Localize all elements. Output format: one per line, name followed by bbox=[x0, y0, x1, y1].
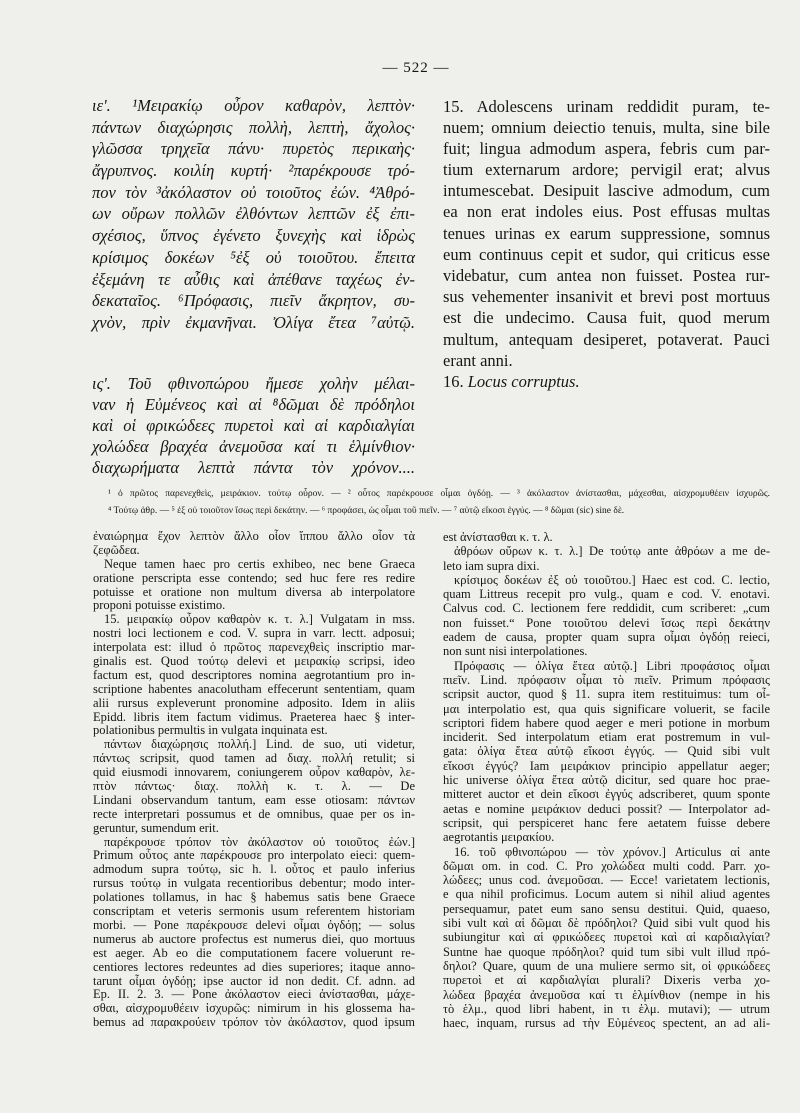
commentary-line: κρίσιμος δοκέων ἐξ οὐ τοιοῦτου.] Haec est cod. C. lectio, bbox=[454, 572, 770, 587]
commentary-line: geruntur, sumendum erit. bbox=[93, 820, 219, 835]
latin-text-line: sus vehementer insanivit et brevi post mortuus bbox=[443, 287, 770, 307]
commentary-paragraph bbox=[93, 558, 415, 614]
commentary-line: τὸ ἑλμ., quod libri habent, in τι ἑλμ. mutavi); — utrum bbox=[443, 1001, 770, 1016]
latin-text-line: tenues urinas ex earum suppressione, somnus bbox=[443, 223, 770, 243]
latin-text-line: intumescebat. Desipuit lascive admodum, cum bbox=[443, 181, 770, 201]
commentary-line: scripsit auctor, quod § 11. supra item restituimus: tum οἶ- bbox=[443, 687, 770, 702]
greek-text-line: γλῶσσα τρηχεῖα πάνυ· πυρετὸς περικαὴς· bbox=[92, 139, 415, 159]
latin-section-note: Locus corruptus. bbox=[467, 371, 580, 391]
commentary-line: πιεῖν. Lind. πρόφασιν οἶμαι τὸ πιεῖν. Primum πρόφασις bbox=[443, 672, 770, 687]
latin-text-line: est die undecimo. Causa fuit, quod merum bbox=[443, 308, 770, 328]
commentary-line: mitteret auctor et dein εἴκοσι ἐγγύς adscriberet, quum sponte bbox=[443, 787, 770, 802]
commentary-paragraph bbox=[443, 530, 770, 544]
commentary-line: εἴκοσι ἐγγύς? Iam μειράκιον principio appellatur aeger; bbox=[443, 758, 770, 773]
commentary-line: potuisse et oratione non multum diversa ab interpolatore bbox=[93, 584, 415, 599]
commentary-line: Primum οὗτος ante παρέκρουσε pro interpolato eieci: quem- bbox=[93, 848, 415, 863]
commentary-line: aetas e nomine μειράκιον deduci possit? — Interpolator ad- bbox=[443, 801, 770, 816]
commentary-line: oratione perscripta esse contendo; sed huc fere res redire bbox=[93, 570, 415, 585]
commentary-line: inciderit. Sed interpolatum etiam erat postremum in vul- bbox=[443, 730, 770, 745]
commentary-paragraph bbox=[93, 530, 415, 558]
latin-section-15 bbox=[443, 96, 770, 371]
commentary-line: est ἀνίστασθαι κ. τ. λ. bbox=[443, 530, 553, 544]
commentary-line: leto iam supra dixi. bbox=[443, 558, 540, 573]
commentary-line: 16. τοῦ φθινοπώρου — τὸν χρόνον.] Articulus αἱ ante bbox=[454, 844, 770, 859]
commentary-line: subiungitur καὶ αἱ φρικώδεες πυρετοὶ καὶ αἱ καρδιαλγίαι? bbox=[443, 930, 770, 945]
commentary-paragraph bbox=[93, 738, 415, 835]
commentary-line: e qua nihil proficimus. Locum autem si nihil aliud agentes bbox=[443, 887, 770, 902]
greek-text-line: δεκαταῖος. ⁶Πρόφασις, πιεῖν ἄκρητον, συ- bbox=[92, 291, 415, 311]
commentary-left-column bbox=[93, 530, 415, 1030]
greek-text-line: καὶ οἱ φρικώδεες πυρετοὶ καὶ αἱ καρδιαλγίαι bbox=[92, 415, 415, 435]
commentary-line: Ep. II. 2. 3. — Pone ἀκόλαστον eieci ἀνίστασθαι, μάχε- bbox=[93, 987, 415, 1002]
commentary-line: factum est, quod descriptores nomina aegrotantium pro in- bbox=[93, 667, 415, 682]
commentary-paragraph bbox=[93, 613, 415, 738]
commentary-line: haec, inquam, rursus ad τὴν Εὐμένεος spectent, an ad ali- bbox=[443, 1016, 770, 1031]
commentary-line: non fuisset.“ Pone τοιοῦτου delevi ἴσως περὶ δεκάτην bbox=[443, 615, 770, 630]
greek-text-line: σχέσιος, ὕπνος ἐγένετο ξυνεχὴς καὶ ἱδρὼς bbox=[92, 226, 415, 246]
commentary-line: πτὸν πάντως· διαχ. πολλὴ κ. τ. λ. — De bbox=[93, 779, 415, 794]
commentary-line: morbi. — Pone παρέκρουσε delevi οἶμαι ὀγδόῃ; — solus bbox=[93, 917, 415, 932]
commentary-line: πάντως scripsit, quod tamen ad διαχ. πολλή retulit; si bbox=[93, 751, 415, 766]
commentary-line: ginalis est. Quod τούτῳ delevi et μειρακίῳ scripsi, ideo bbox=[93, 654, 415, 669]
commentary-line: polationibus permultis in vulgata inquinata est. bbox=[93, 723, 328, 738]
greek-text-line: διαχωρήματα λεπτὰ πάντα τὸν χρόνον.... bbox=[92, 457, 415, 477]
commentary-line: ἀθρόων οὔρων κ. τ. λ.] De τούτῳ ante ἀθρόων a me de- bbox=[454, 544, 770, 559]
commentary-line: centiores lectores redeuntes ad dies superiores; itaque anno- bbox=[93, 959, 415, 974]
commentary-line: sibi vult καὶ αἱ δῶμαι δὲ πρόδηλοι? Quid sibi vult quod his bbox=[443, 916, 770, 931]
greek-text-line: ναν ἡ Εὐμένεος καὶ αἱ ⁸δῶμαι δὲ πρόδηλοι bbox=[92, 394, 415, 414]
commentary-line: scripsit, qui perspiceret hanc fere aetatem fuisse debere bbox=[443, 815, 770, 830]
greek-text-line: χνὸν, πρὶν ἐκμανῆναι. Ὀλίγα ἔτεα ⁷αὐτῷ. bbox=[92, 312, 415, 332]
commentary-line: Lindani observandum tantum, eam esse otiosam: πάντων bbox=[93, 792, 415, 807]
commentary-line: μαι interpolatio est, qua quis significare voluerit, se facile bbox=[443, 701, 770, 716]
commentary-line: Epidd. libris item factum vidimus. Praeterea haec § inter- bbox=[93, 709, 415, 724]
commentary-paragraph bbox=[443, 845, 770, 1031]
commentary-line: eadem de causa, propter quam supra οἶμαι ὀγδόῃ reieci, bbox=[443, 630, 770, 645]
commentary-line: Neque tamen haec pro certis exhibeo, nec bene Graeca bbox=[104, 556, 415, 571]
commentary-line: quid eiusmodi innovarem, coniungerem οὖρον καθαρὸν, λε- bbox=[93, 765, 415, 780]
greek-section-16 bbox=[92, 373, 415, 478]
commentary-line: παρέκρουσε τρόπον τὸν ἀκόλαστον οὐ τοιοῦτος ἐών.] bbox=[104, 834, 415, 849]
commentary-line: est aeger. Ab eo die computationem facere voluerunt re- bbox=[93, 945, 415, 960]
commentary-paragraph bbox=[443, 544, 770, 573]
commentary-line: rursus τούτῳ in vulgata recentioribus debentur; modo inter- bbox=[93, 876, 415, 891]
latin-text-line: ea non erat indoles eius. Post effusas multas bbox=[443, 202, 770, 222]
commentary-line: ζεφῶδεα. bbox=[93, 542, 140, 557]
page-number: — 522 — bbox=[382, 60, 450, 76]
commentary-line: persequamur, patet eum sano sensu destitui. Quid, quaeso, bbox=[443, 901, 770, 916]
commentary-line: λώδεες; unus cod. ἀνεμοῦσαι. — Ecce! varietatem lectionis, bbox=[443, 873, 770, 888]
commentary-line: δηλοι? Quare, quum de una muliere sermo sit, οἱ φρικώδεες bbox=[443, 958, 770, 973]
greek-text-line: ἐξεμάνη τε αὖθις καὶ ἀπέθανε ταχέως ἐν- bbox=[92, 269, 415, 289]
commentary-line: πάντων διαχώρησις πολλή.] Lind. de suo, uti videtur, bbox=[104, 737, 415, 752]
greek-text-line: ἄγρυπνος. κοιλίη κυρτή· ²παρέκρουσε τρό- bbox=[92, 161, 415, 181]
commentary-line: σθαι, αἰσχρομυθέειν ἰσχυρῶς: nimirum in his glossema ha- bbox=[93, 1001, 415, 1016]
commentary-line: gata: ὀλίγα ἔτεα αὐτῷ εἴκοσι ἐγγύς. — Quid sibi vult bbox=[443, 744, 770, 759]
commentary-paragraph bbox=[443, 659, 770, 845]
greek-section-15 bbox=[92, 95, 415, 334]
latin-text-line: erant anni. bbox=[443, 350, 513, 370]
commentary-line: quam Littreus recepit pro vulg., quam e cod. V. enotavi. bbox=[443, 587, 770, 602]
latin-text-line: nuem; omnium deiectio tenuis, multa, sine bile bbox=[443, 117, 770, 137]
commentary-paragraph bbox=[93, 836, 415, 1030]
commentary-line: polationes tollamus, in hac § habemus satis bene Graece bbox=[93, 890, 415, 905]
latin-text-line: fuit; lingua admodum aspera, febris cum par- bbox=[443, 138, 770, 158]
greek-text-line: ιε'. ¹Μειρακίῳ οὖρον καθαρὸν, λεπτὸν· bbox=[92, 96, 415, 115]
commentary-line: recte interpretari possumus et de omnibus, quae per os in- bbox=[93, 806, 415, 821]
latin-text-line: tium externarum ardore; pervigil erat; alvus bbox=[443, 160, 770, 180]
latin-translation bbox=[443, 96, 770, 393]
commentary-line: alii rursus expleverunt pronomine adposito. Idem in aliis bbox=[93, 695, 415, 710]
greek-text-line: πον τὸν ³ἀκόλαστον οὐ τοιοῦτος ἐών. ⁴Ἀθρό- bbox=[92, 182, 415, 202]
commentary-line: nostri loci lectionem e cod. V. supra in varr. lectt. adposui; bbox=[93, 626, 415, 641]
greek-text-line: κρίσιμος δοκέων ⁵ἐξ οὐ τοιοῦτου. ἔπειτα bbox=[92, 247, 415, 267]
footnote-line: ⁴ Τούτῳ ἀθρ. — ⁵ ἐξ οὐ τοιοῦτον ἴσως περὶ δεκάτην. — ⁶ προφάσει, ὡς οἶμαι τοῦ πιεῖν. — ⁷ αὐτῷ εἴκοσι ἐγγύς. — ⁸ δῶμαι (sic) sine δὲ. bbox=[108, 506, 625, 516]
footnotes bbox=[108, 486, 770, 520]
commentary-line: Suntne hae quoque πρόδηλοι? quid tum sibi vult illud πρό- bbox=[443, 944, 770, 959]
latin-section-16 bbox=[443, 371, 770, 392]
commentary-line: conscriptam et veteris sermonis usum referentem historiam bbox=[93, 904, 415, 919]
commentary-line: admodum supra τούτῳ, sic h. l. οὗτος et paulo inferius bbox=[93, 862, 415, 877]
greek-text-line: ις'. Τοῦ φθινοπώρου ἤμεσε χολὴν μέλαι- bbox=[92, 373, 415, 393]
latin-text-line: eum continuus cepit et sudor, qui criticus esse bbox=[443, 244, 770, 264]
commentary-line: tarunt οἶμαι ὀγδόῃ; ipse auctor id non dedit. Cf. adnn. ad bbox=[93, 973, 415, 988]
latin-text-line: 15. Adolescens urinam reddidit puram, te- bbox=[443, 96, 770, 116]
commentary-line: interpolata est: illud ὁ πρῶτος παρενεχθεὶς inscriptio mar- bbox=[93, 640, 415, 655]
commentary-line: scriptori fidem habere quod aeger e meri potione in morbum bbox=[443, 715, 770, 730]
commentary-right-column bbox=[443, 530, 770, 1030]
commentary-line: λώδεα βραχέα ἀνεμοῦσα καί τι ἑλμίνθιον (nempe in his bbox=[443, 987, 770, 1002]
latin-text-line: videbatur, cum antea non fuisset. Postea rur- bbox=[443, 266, 770, 285]
commentary-line: aegrotantis μειρακίου. bbox=[443, 830, 555, 845]
commentary-line: Calvus cod. C. lectionem fere reddidit, cum scriberet: „cum bbox=[443, 601, 770, 616]
commentary-line: δῶμαι om. in cod. C. Pro χολώδεα multi codd. Parr. χο- bbox=[443, 858, 770, 873]
greek-text-line: πάντων διαχώρησις πολλὴ, λεπτὴ, ἄχολος· bbox=[92, 117, 415, 137]
commentary-line: scriptione habentes anacolutham effecerunt sententiam, quam bbox=[93, 681, 415, 696]
latin-text-line: multum, antequam desiperet, potaverat. Pauci bbox=[443, 329, 770, 349]
commentary-line: πυρετοὶ et αἱ καρδιαλγίαι plurali? Dixeris verba χο- bbox=[443, 973, 770, 988]
commentary-line: non sunt nisi interpolationes. bbox=[443, 644, 588, 659]
commentary-line: Πρόφασις — ὀλίγα ἔτεα αὐτῷ.] Libri προφάσιος οἶμαι bbox=[454, 658, 770, 673]
commentary-line: bemus ad παρακρούειν τρόπον τὸν ἀκόλαστον, quod ipsum bbox=[93, 1015, 415, 1030]
commentary-line: proponi potuisse existimo. bbox=[93, 598, 226, 613]
greek-text-line: ων οὔρων πολλῶν ἐλθόντων λεπτῶν ἐξ ἐπι- bbox=[92, 204, 415, 224]
commentary-paragraph bbox=[443, 573, 770, 659]
commentary-line: numerus ab auctore profectus est numerus diei, quo mortuus bbox=[93, 931, 415, 946]
commentary-line: ἐναιώρημα ἔχον λεπτὸν ἄλλο οἷον ἵππου ἄλλο οἷον τὰ bbox=[93, 529, 415, 543]
latin-section-number: 16. bbox=[443, 371, 464, 391]
commentary-line: hic universe ὀλίγα ἔτεα αὐτῷ dicitur, sed quare hoc prae- bbox=[443, 773, 770, 788]
greek-text-line: χολώδεα βραχέα ἀνεμοῦσα καί τι ἑλμίνθιον· bbox=[92, 436, 415, 456]
commentary-line: 15. μειρακίῳ οὖρον καθαρὸν κ. τ. λ.] Vulgatam in mss. bbox=[104, 612, 415, 627]
footnote-line: ¹ ὁ πρῶτος παρενεχθεὶς, μειράκιον. τούτῳ οὖρον. — ² οὗτος παρέκρουσε οἶμαι ὀγδόῃ. — ³ ἀκόλαστον ἀνίστασθαι, μάχεσθαι, αἰσχρομυθέειν ἰσχυρῶς. bbox=[108, 489, 770, 499]
